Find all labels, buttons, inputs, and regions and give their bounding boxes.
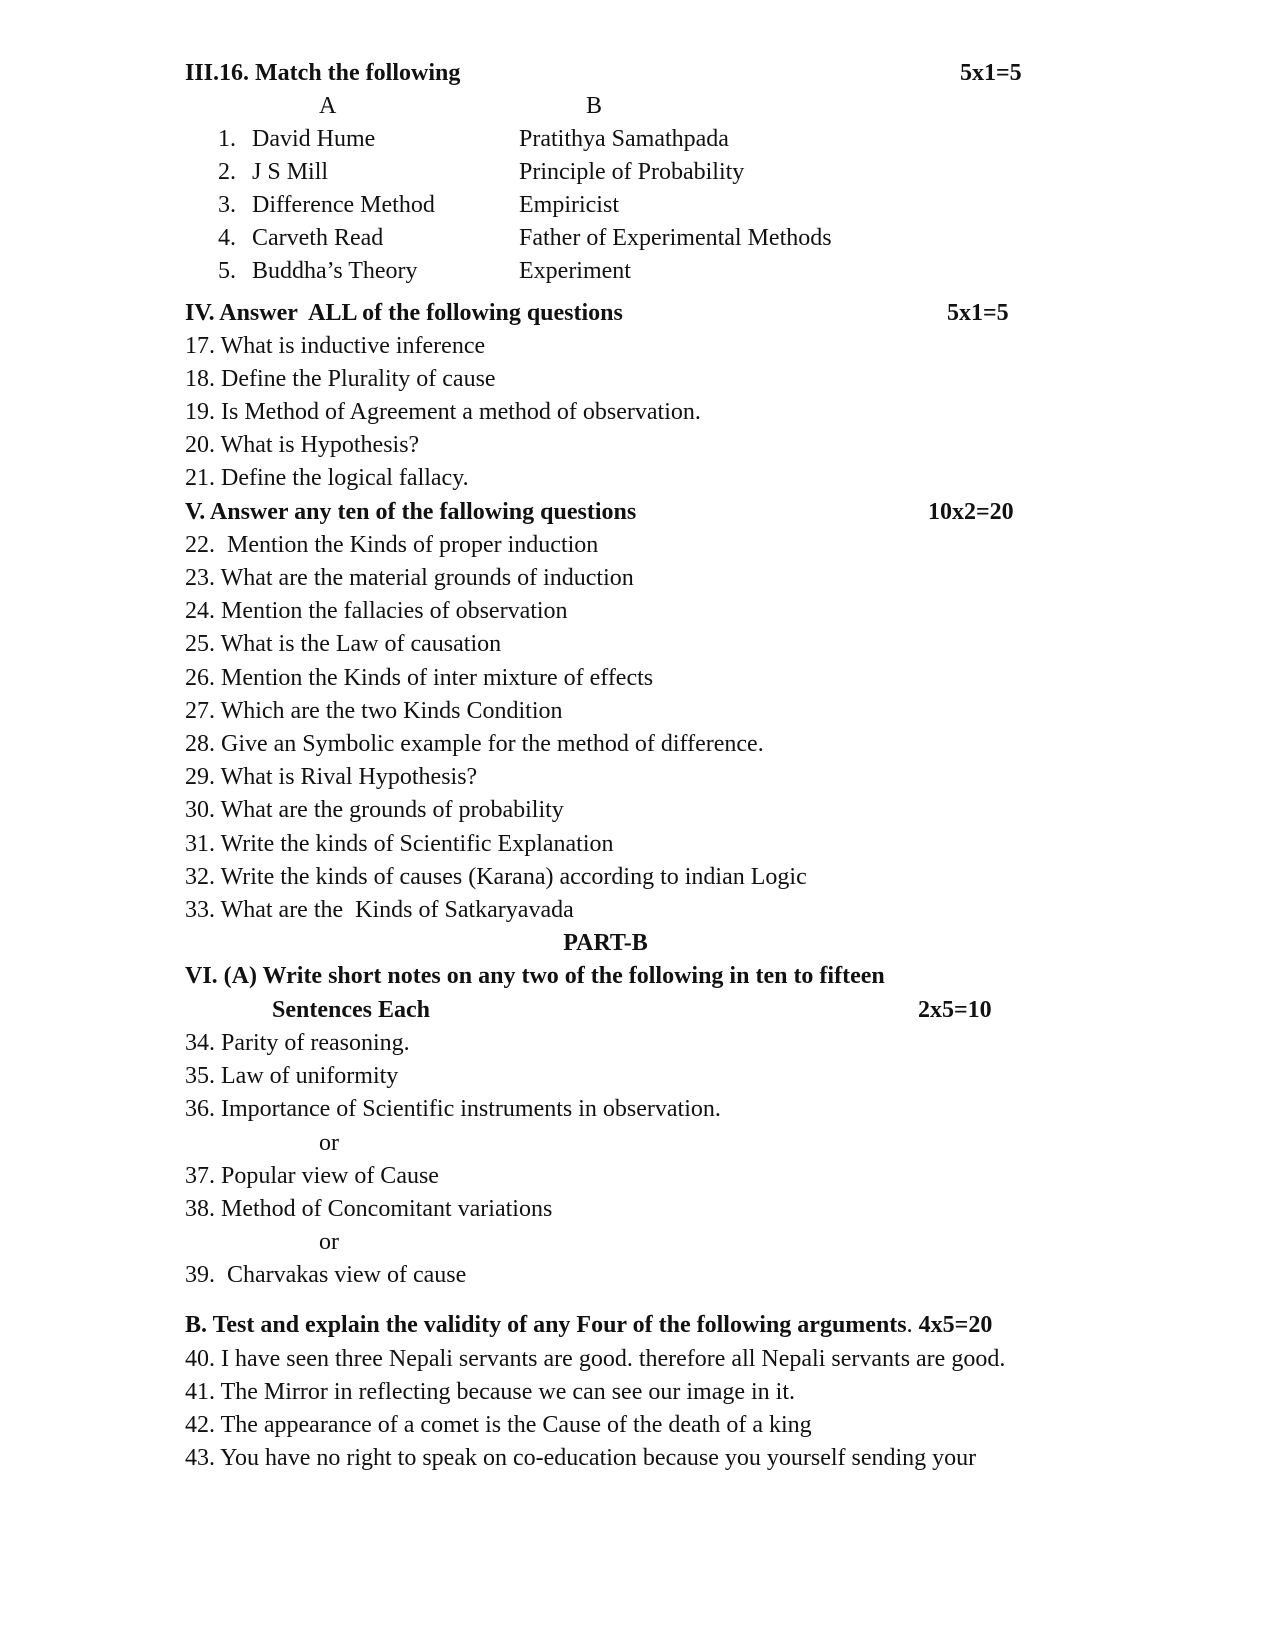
match-row-number: 2. — [218, 159, 236, 185]
section-6a-heading-continued: Sentences Each — [272, 997, 430, 1023]
question-item: 35. Law of uniformity — [185, 1063, 399, 1089]
section-5-marks: 10x2=20 — [928, 499, 1014, 525]
question-item: 38. Method of Concomitant variations — [185, 1196, 553, 1222]
match-row-number: 3. — [218, 192, 236, 218]
section-3-marks: 5x1=5 — [960, 60, 1022, 86]
match-row-number: 1. — [218, 126, 236, 152]
match-item-b: Experiment — [519, 258, 631, 284]
question-item: 24. Mention the fallacies of observation — [185, 598, 568, 624]
question-item: 33. What are the Kinds of Satkaryavada — [185, 897, 574, 923]
match-column-a-header: A — [319, 93, 337, 119]
section-6a-marks: 2x5=10 — [918, 997, 992, 1023]
argument-item: 41. The Mirror in reflecting because we can see our image in it. — [185, 1379, 795, 1405]
match-item-a: Buddha’s Theory — [252, 258, 418, 284]
section-6b-heading-period: . — [906, 1312, 913, 1338]
question-item: 39. Charvakas view of cause — [185, 1262, 467, 1288]
match-item-b: Father of Experimental Methods — [519, 225, 832, 251]
question-item: 29. What is Rival Hypothesis? — [185, 764, 478, 790]
question-item: 31. Write the kinds of Scientific Explanation — [185, 831, 614, 857]
question-item: 20. What is Hypothesis? — [185, 432, 420, 458]
match-item-b: Empiricist — [519, 192, 619, 218]
section-6b-marks: 4x5=20 — [918, 1312, 993, 1338]
match-item-b: Pratithya Samathpada — [519, 126, 729, 152]
or-separator: or — [319, 1130, 339, 1156]
section-6b-heading: B. Test and explain the validity of any Four of the following arguments — [185, 1312, 907, 1338]
question-item: 25. What is the Law of causation — [185, 631, 502, 657]
question-item: 37. Popular view of Cause — [185, 1163, 439, 1189]
question-item: 36. Importance of Scientific instruments in observation. — [185, 1096, 721, 1122]
or-separator: or — [319, 1229, 339, 1255]
section-4-heading: IV. Answer ALL of the following questions — [185, 300, 623, 326]
section-5-heading: V. Answer any ten of the fallowing questions — [185, 499, 637, 525]
match-item-a: Carveth Read — [252, 225, 384, 251]
match-item-a: David Hume — [252, 126, 376, 152]
question-item: 28. Give an Symbolic example for the method of difference. — [185, 731, 764, 757]
match-item-b: Principle of Probability — [519, 159, 745, 185]
argument-item: 40. I have seen three Nepali servants are good. therefore all Nepali servants are good. — [185, 1346, 1006, 1372]
match-column-b-header: B — [586, 93, 603, 119]
section-3-heading: III.16. Match the following — [185, 60, 461, 86]
match-row-number: 4. — [218, 225, 236, 251]
argument-item: 43. You have no right to speak on co-education because you yourself sending your — [185, 1445, 977, 1471]
question-item: 21. Define the logical fallacy. — [185, 465, 469, 491]
question-item: 23. What are the material grounds of induction — [185, 565, 634, 591]
match-item-a: Difference Method — [252, 192, 435, 218]
question-item: 30. What are the grounds of probability — [185, 797, 564, 823]
question-item: 26. Mention the Kinds of inter mixture of effects — [185, 665, 654, 691]
question-item: 17. What is inductive inference — [185, 333, 486, 359]
argument-item: 42. The appearance of a comet is the Cause of the death of a king — [185, 1412, 812, 1438]
section-4-marks: 5x1=5 — [947, 300, 1009, 326]
part-b-title: PART-B — [563, 930, 648, 956]
question-item: 32. Write the kinds of causes (Karana) according to indian Logic — [185, 864, 807, 890]
section-6b-heading-line — [185, 1311, 992, 1339]
question-item: 18. Define the Plurality of cause — [185, 366, 496, 392]
question-item: 34. Parity of reasoning. — [185, 1030, 410, 1056]
section-6a-heading: VI. (A) Write short notes on any two of the following in ten to fifteen — [185, 963, 885, 989]
match-item-a: J S Mill — [252, 159, 329, 185]
question-item: 22. Mention the Kinds of proper induction — [185, 532, 599, 558]
match-row-number: 5. — [218, 258, 236, 284]
question-item: 27. Which are the two Kinds Condition — [185, 698, 563, 724]
question-item: 19. Is Method of Agreement a method of observation. — [185, 399, 701, 425]
